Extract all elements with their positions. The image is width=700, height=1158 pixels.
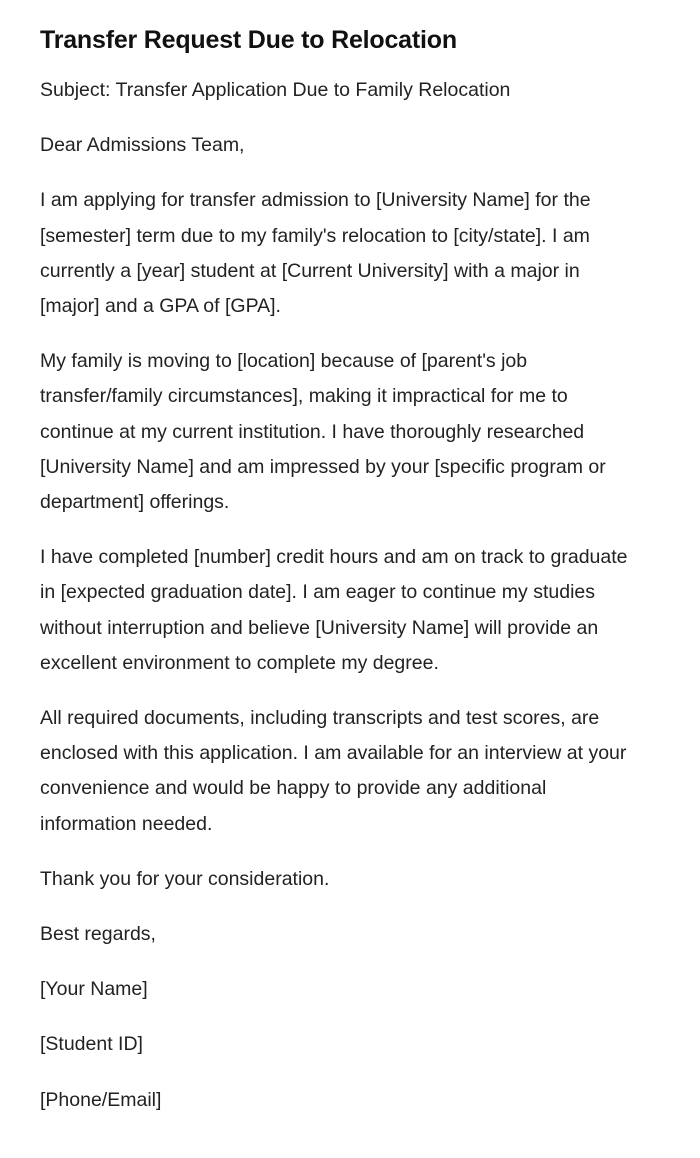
body-paragraph-2: My family is moving to [location] because of [parent's job transfer/family circumstances], making it impractical for me to continue at my current institution. I have thoroughly researched [University Name] and am impressed by your [specific program or department] offerings.	[40, 350, 606, 514]
body-paragraph-4: All required documents, including transcripts and test scores, are enclosed with this application. I am available for an interview at your convenience and would be happy to provide any additional information needed.	[40, 707, 627, 835]
signature-student-id: [Student ID]	[40, 1033, 143, 1056]
salutation: Dear Admissions Team,	[40, 134, 245, 157]
signature-name: [Your Name]	[40, 978, 148, 1001]
closing-line: Best regards,	[40, 923, 156, 946]
subject-line: Subject: Transfer Application Due to Family Relocation	[40, 79, 511, 101]
signature-contact: [Phone/Email]	[40, 1088, 162, 1111]
thanks-line: Thank you for your consideration.	[40, 867, 330, 890]
body-paragraph-1: I am applying for transfer admission to [University Name] for the [semester] term due to my family's relocation to [city/state]. I am currently a [year] student at [Current University] with a major in [major] and a GPA of [GPA].	[40, 189, 591, 318]
document-title: Transfer Request Due to Relocation	[40, 26, 457, 54]
body-paragraph-3: I have completed [number] credit hours and am on track to graduate in [expected graduation date]. I am eager to continue my studies without interruption and believe [University Name] will provide an excellent environment to complete my degree.	[40, 546, 628, 674]
